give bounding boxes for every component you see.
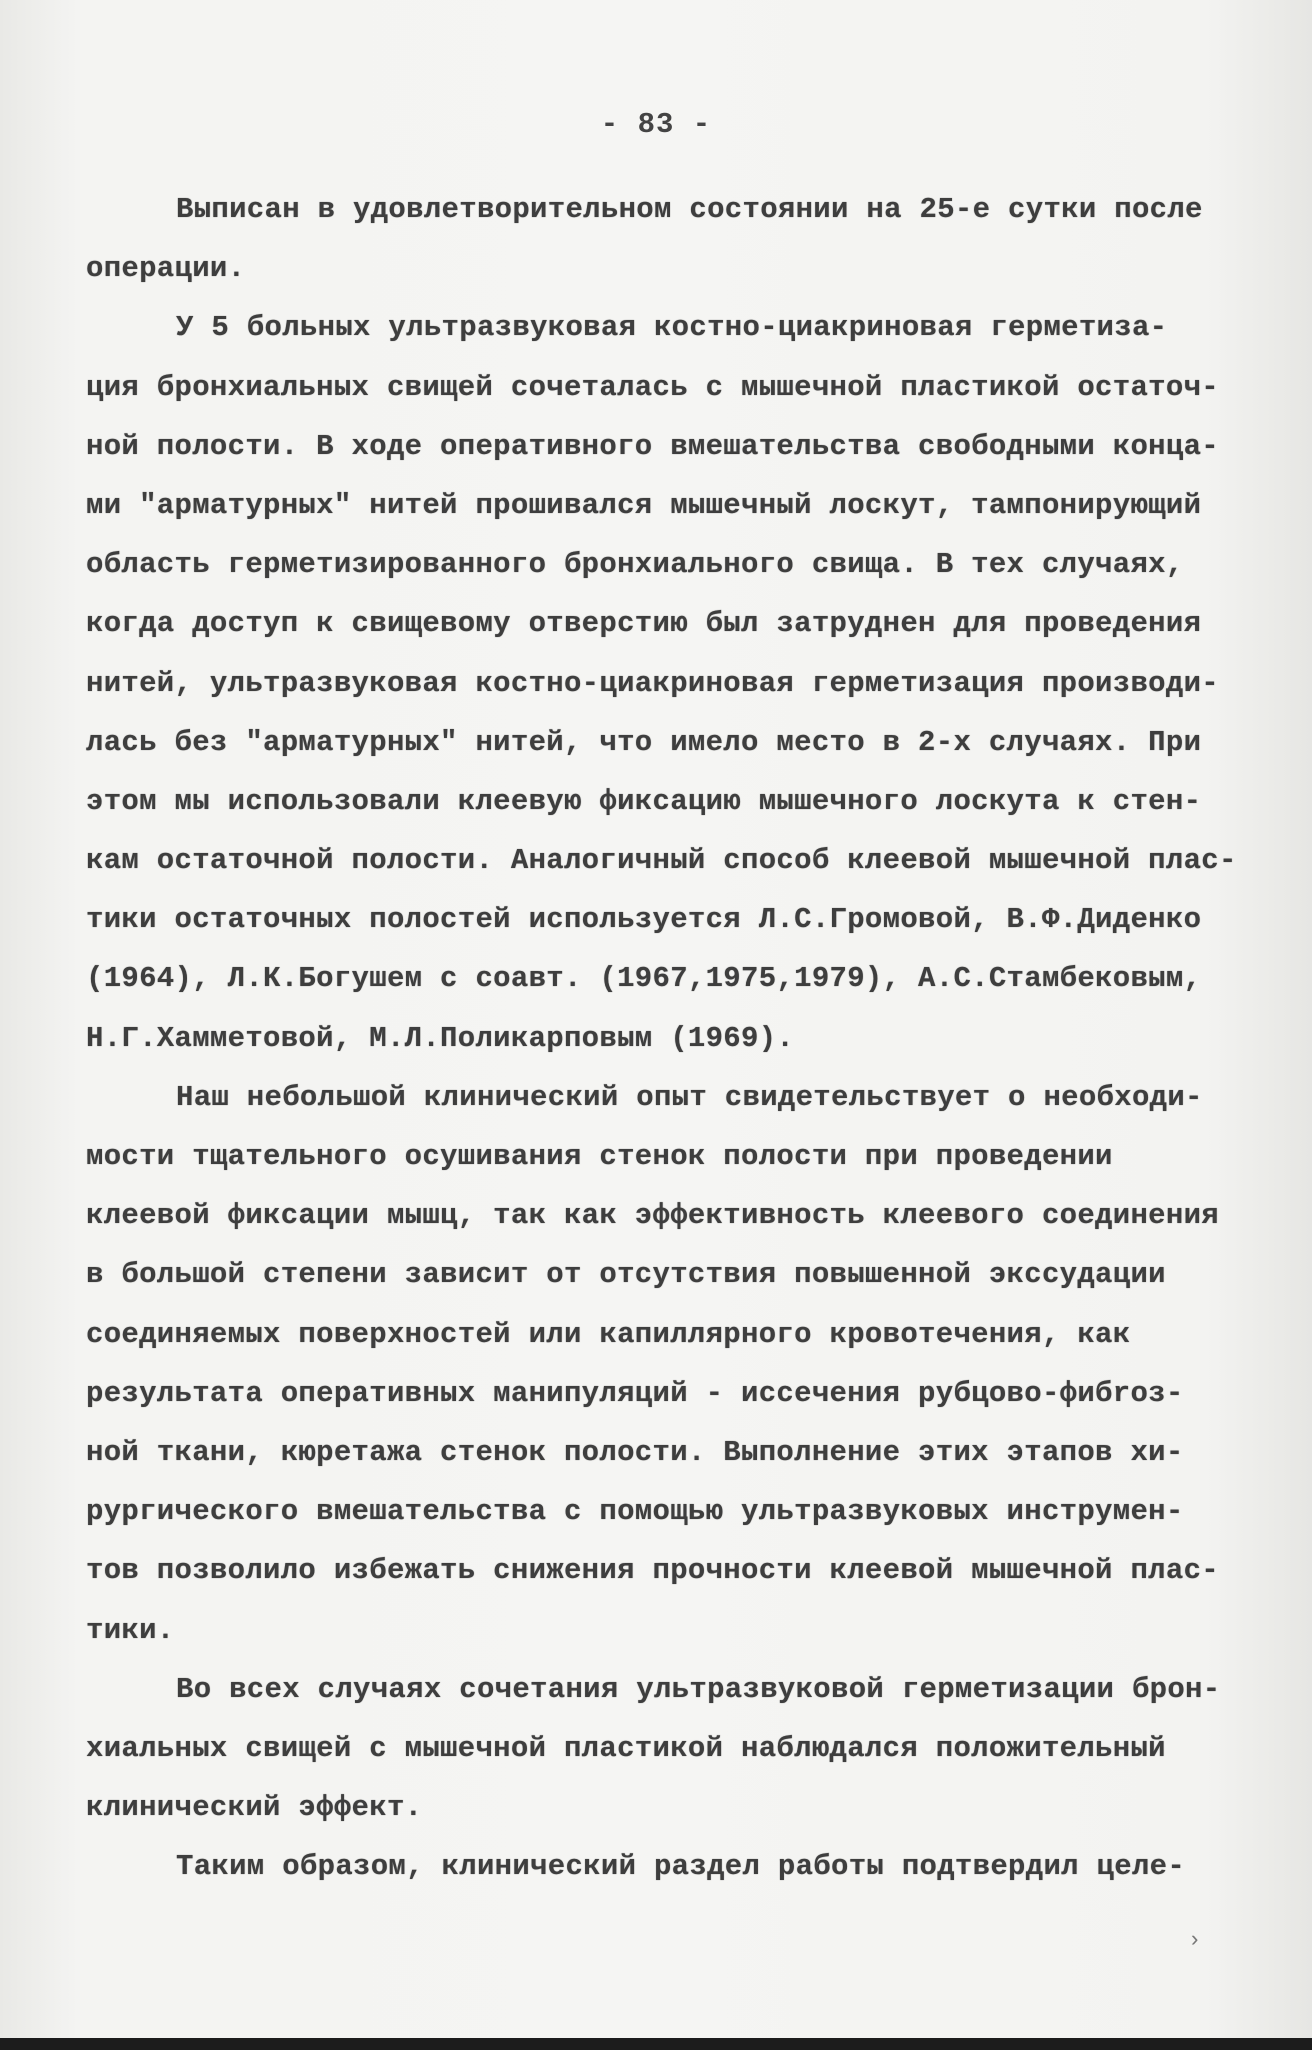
text-line: область герметизированного бронхиального свища. В тех случаях, [86,548,1184,582]
text-line: ной ткани, кюретажа стенок полости. Выполнение этих этапов хи- [86,1435,1184,1469]
text-line: Во всех случаях сочетания ультразвуковой герметизации брон- [176,1672,1221,1706]
text-line: клеевой фиксации мышц, так как эффективность клеевого соединения [86,1199,1219,1233]
text-line: Н.Г.Хамметовой, М.Л.Поликарповым (1969). [86,1021,795,1055]
text-line: ми "арматурных" нитей прошивался мышечный лоскут, тампонирующий [86,488,1202,522]
text-line: ной полости. В ходе оперативного вмешательства свободными конца- [86,429,1219,463]
text-line: когда доступ к свищевому отверстию был затруднен для проведения [86,607,1202,641]
body-text [86,180,1246,1896]
text-line: мости тщательного осушивания стенок полости при проведении [86,1140,1113,1173]
text-line: результата оперативных манипуляций - иссечения рубцово-фибroз- [86,1376,1184,1410]
text-line: Наш небольшой клинический опыт свидетельствует о необходи- [176,1080,1203,1114]
text-line: тики. [86,1613,175,1647]
text-line: этом мы использовали клеевую фиксацию мышечного лоскута к стен- [86,784,1202,818]
text-line: соединяемых поверхностей или капиллярного кровотечения, как [86,1317,1131,1351]
text-line: тики остаточных полостей используется Л.С.Громовой, В.Ф.Диденко [86,903,1202,937]
text-line: У 5 больных ультразвуковая костно-циакриновая герметиза- [176,311,1168,345]
text-line: операции. [86,252,246,286]
text-line: хиальных свищей с мышечной пластикой наблюдался положительный [86,1731,1166,1765]
text-line: нитей, ультразвуковая костно-циакриновая герметизация производи- [86,666,1219,700]
text-line: (1964), Л.К.Богушем с соавт. (1967,1975,1979), А.С.Стамбековым, [86,962,1202,996]
text-line: кам остаточной полости. Аналогичный способ клеевой мышечной плас- [86,844,1237,878]
text-line: ция бронхиальных свищей сочеталась с мышечной пластикой остаточ- [86,370,1219,404]
text-line: Выписан в удовлетворительном состоянии на 25-е сутки после [176,193,1203,226]
text-line: рургического вмешательства с помощью ультразвуковых инструмен- [86,1495,1184,1529]
scan-bottom-edge [0,2038,1312,2050]
margin-mark: › [1188,1928,1202,1953]
text-line: в большой степени зависит от отсутствия повышенной экссудации [86,1258,1166,1292]
text-line: лась без "арматурных" нитей, что имело место в 2-х случаях. При [86,725,1202,759]
page-number: - 83 - [600,108,712,141]
text-line: клинический эффект. [86,1791,423,1825]
text-line: Таким образом, клинический раздел работы подтвердил целе- [176,1850,1186,1884]
text-line: тов позволило избежать снижения прочности клеевой мышечной плас- [86,1554,1219,1588]
